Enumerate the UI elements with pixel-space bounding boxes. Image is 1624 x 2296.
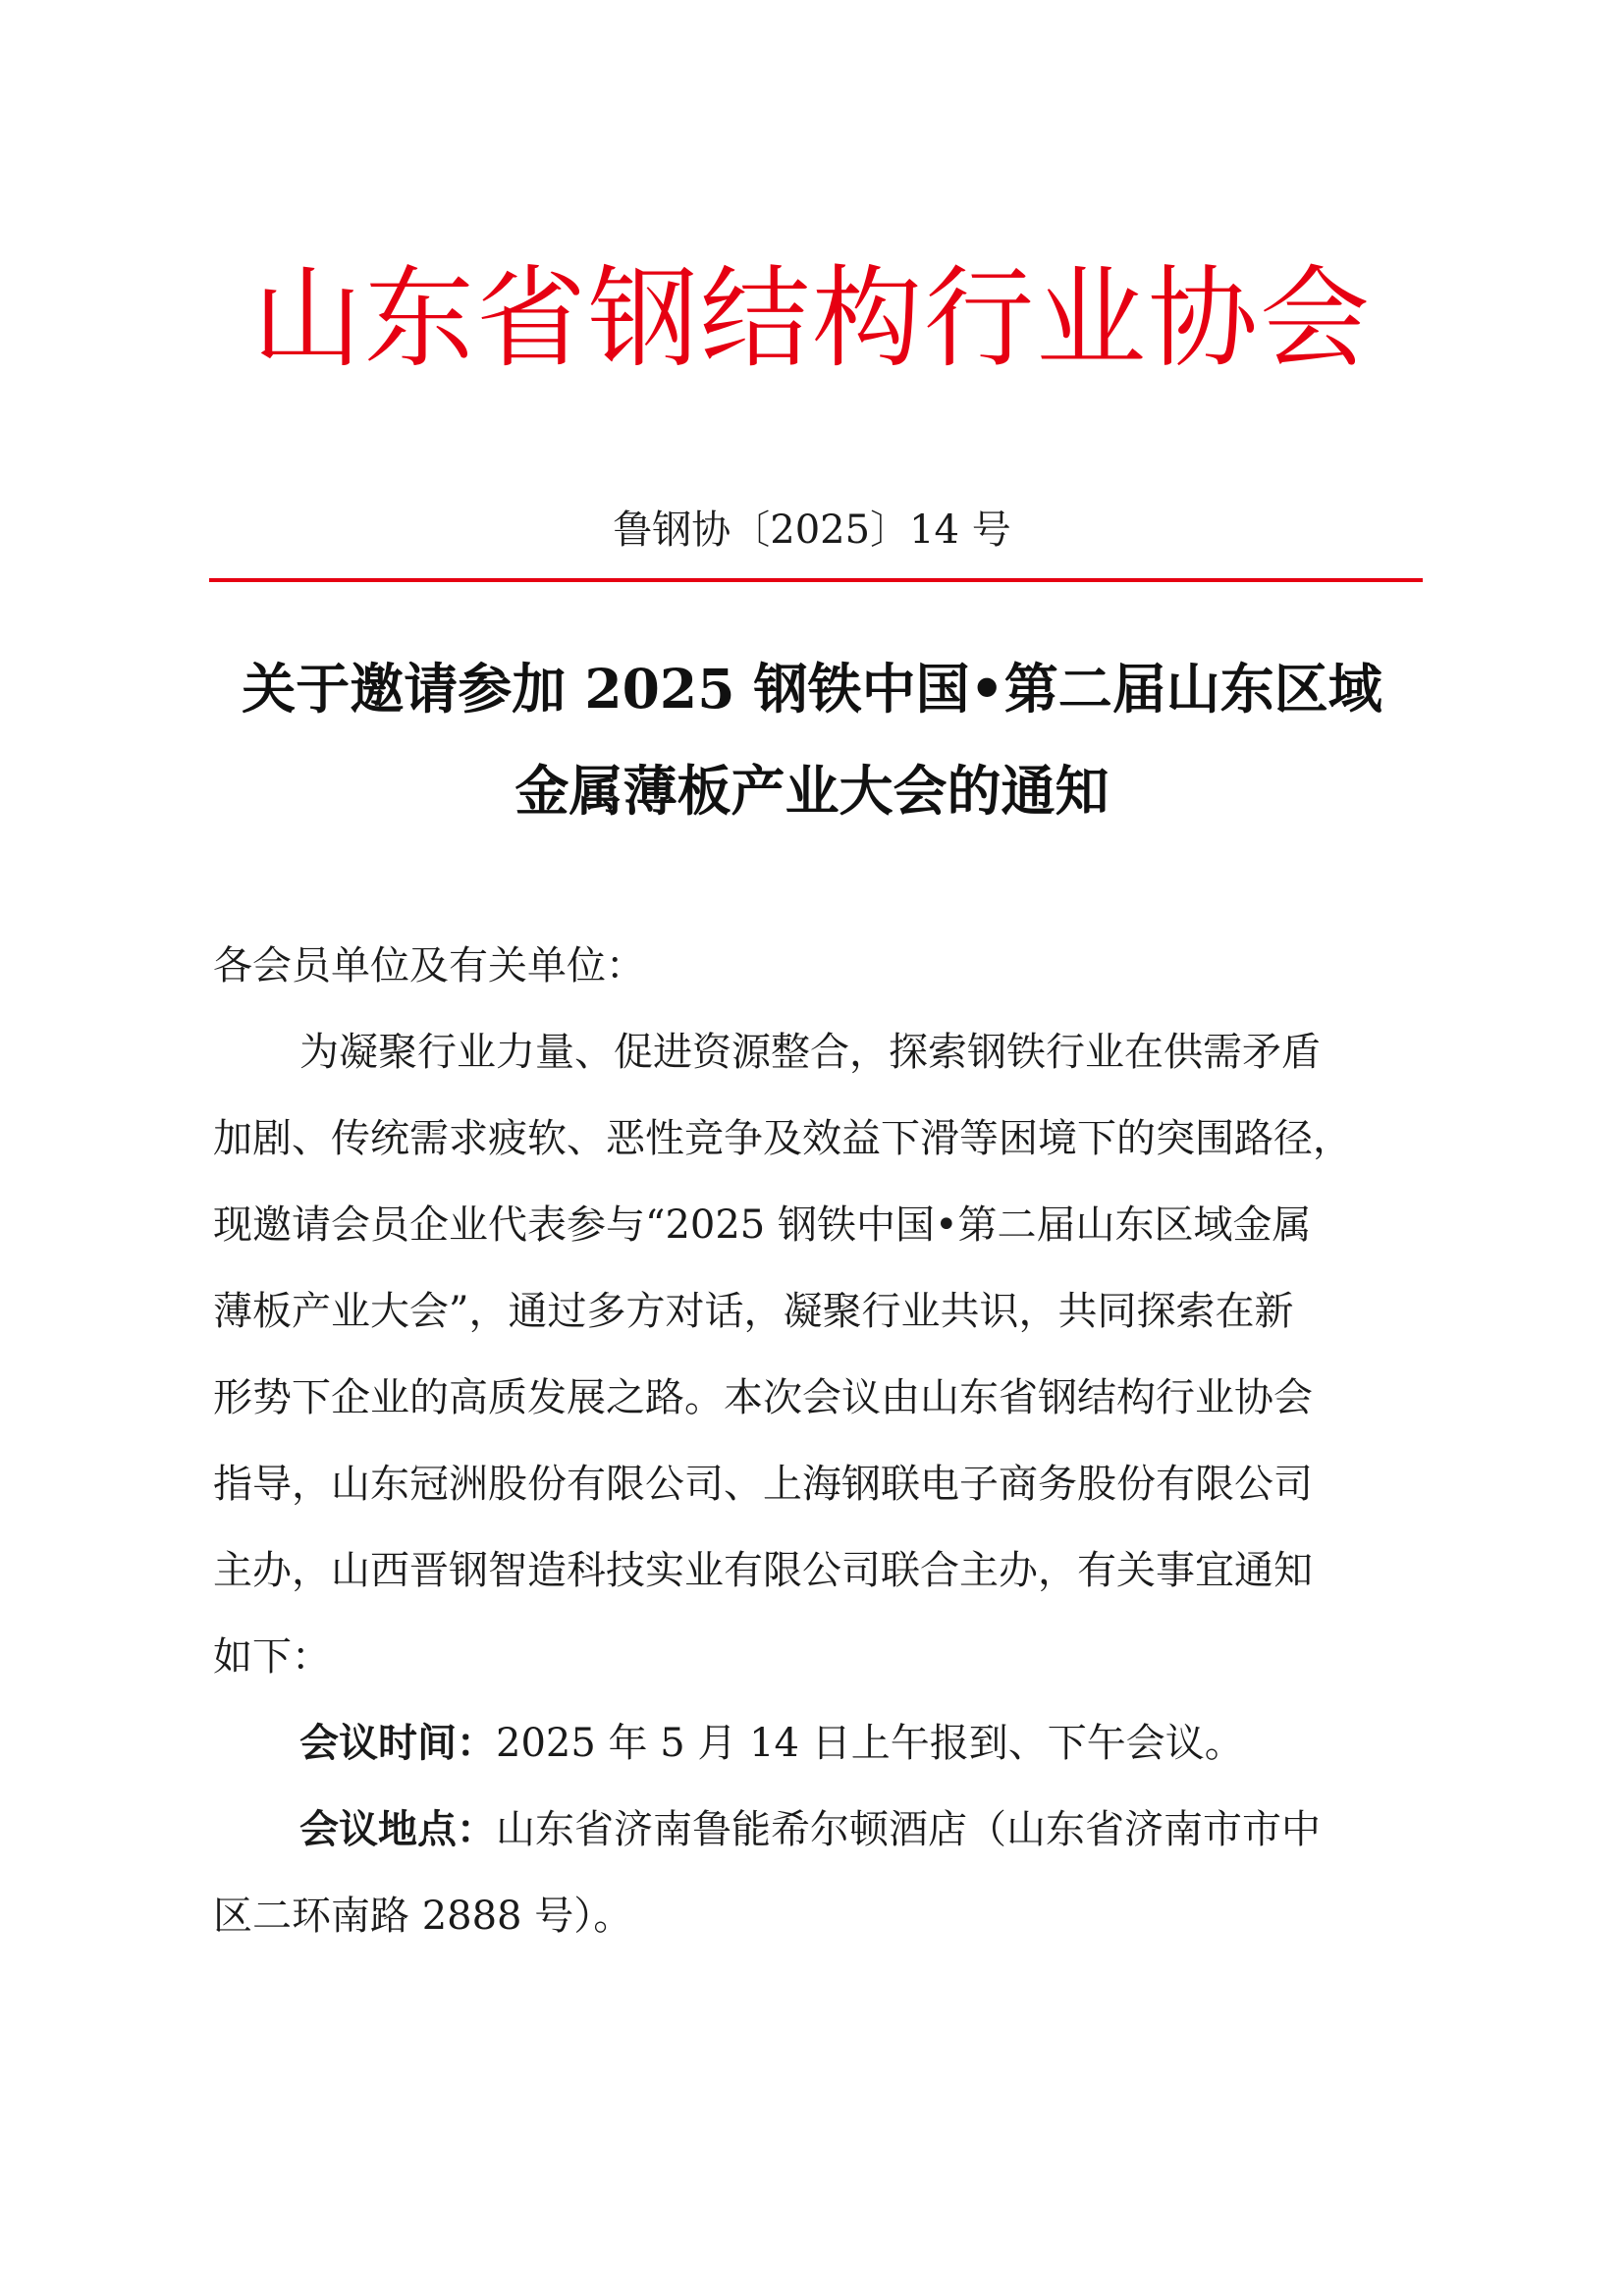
body-line: 如下： [213,1634,331,1680]
body-line: 现邀请会员企业代表参与“2025 钢铁中国•第二届山东区域金属 [213,1202,1312,1248]
notice-title [196,638,1428,842]
salutation: 各会员单位及有关单位： [213,943,645,988]
body-line: 加剧、传统需求疲软、恶性竞争及效益下滑等困境下的突围路径， [213,1116,1352,1161]
body-line: 主办，山西晋钢智造科技实业有限公司联合主办，有关事宜通知 [213,1548,1313,1593]
body-line: 薄板产业大会”，通过多方对话，凝聚行业共识，共同探索在新 [213,1289,1294,1334]
notice-title-line-1: 关于邀请参加 2025 钢铁中国•第二届山东区域 [242,657,1382,721]
meeting-place-continued: 区二环南路 2888 号）。 [213,1894,633,1939]
notice-title-line-2: 金属薄板产业大会的通知 [514,759,1110,823]
masthead-org-name: 山东省钢结构行业协会 [252,255,1372,383]
meeting-place-label: 会议地点： [299,1807,496,1852]
meeting-place [213,1787,1423,1873]
document-number: 鲁钢协〔2025〕14 号 [613,507,1011,553]
body-line: 为凝聚行业力量、促进资源整合，探索钢铁行业在供需矛盾 [299,1030,1321,1075]
meeting-time [213,1700,1423,1787]
meeting-time-value: 2025 年 5 月 14 日上午报到、下午会议。 [496,1721,1244,1766]
notice-body [213,923,1423,1959]
meeting-time-label: 会议时间： [299,1721,496,1766]
meeting-place-value-line-1: 山东省济南鲁能希尔顿酒店（山东省济南市市中 [496,1807,1321,1852]
body-line: 指导，山东冠洲股份有限公司、上海钢联电子商务股份有限公司 [213,1462,1313,1507]
body-line: 形势下企业的高质发展之路。本次会议由山东省钢结构行业协会 [213,1375,1313,1420]
red-divider-line [209,578,1423,582]
